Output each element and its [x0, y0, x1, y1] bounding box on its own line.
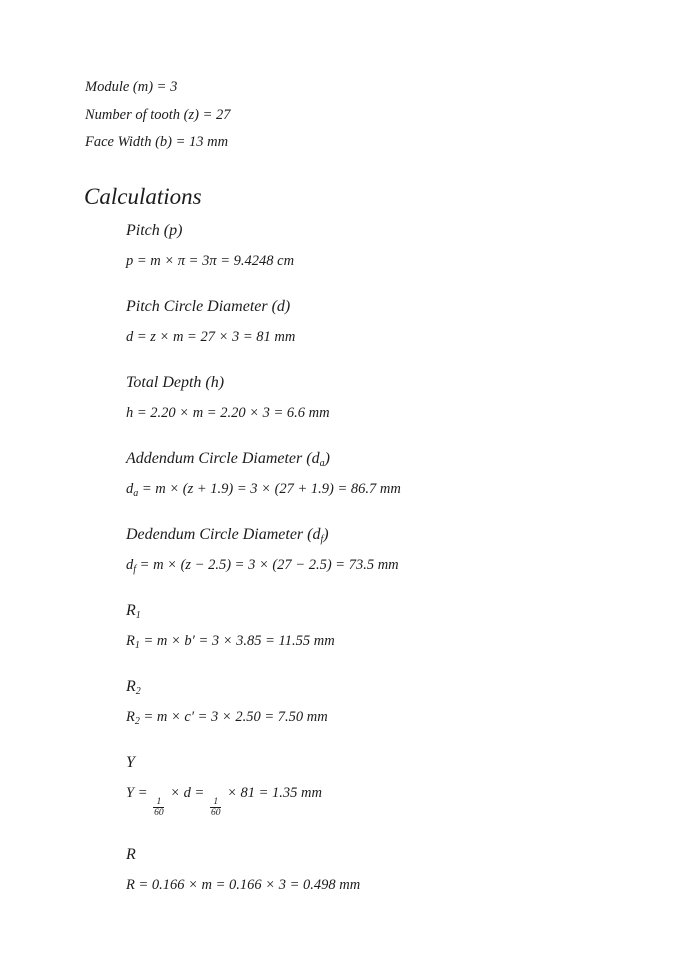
calculation-section [126, 373, 678, 423]
section-formula: $R_1 = m \times b' = 3 \times 3.85 = 11.55$ mm [126, 632, 335, 651]
calculation-sections [126, 221, 678, 896]
fraction-numerator: 1 [210, 797, 221, 809]
subscript: a [319, 457, 325, 469]
calculation-section [126, 297, 678, 347]
section-formula: $R_2 = m \times c' = 3 \times 2.50 = 7.50$ mm [126, 708, 328, 727]
section-title: Pitch Circle Diameter (d) [126, 297, 291, 315]
section-formula: R = 0.166 × m = 0.166 × 3 = 0.498 mm [126, 877, 361, 894]
subscript: 1 [134, 639, 140, 651]
section-formula: h = 2.20 × m = 2.20 × 3 = 6.6 mm [126, 404, 330, 421]
section-title: R [126, 846, 136, 864]
fraction-denominator: 60 [210, 808, 221, 819]
given-parameter-line: Face Width (b) = 13 mm [85, 134, 229, 150]
section-title: Total Depth (h) [126, 373, 225, 391]
fraction-denominator: 60 [154, 808, 164, 819]
fraction-numerator: 1 [153, 797, 164, 809]
fraction [210, 797, 222, 820]
fraction [153, 797, 165, 820]
section-title: $R_1$ [126, 601, 141, 621]
section-title: Dedendum Circle Diameter $(d_f)$ [126, 525, 329, 545]
subscript: f [320, 533, 324, 545]
section-formula: $d_a = m \times (z + 1.9) = 3 \times (27 + 1.9) = 86.7$ mm [126, 480, 401, 499]
calculation-section [126, 449, 678, 499]
calculation-section [126, 677, 678, 727]
subscript: f [133, 563, 137, 575]
given-parameters [85, 0, 678, 157]
subscript: a [133, 487, 139, 499]
section-title: Pitch (p) [126, 221, 183, 239]
subscript: 2 [134, 715, 140, 727]
calculation-section [126, 753, 678, 820]
section-title: Addendum Circle Diameter $(d_a)$ [126, 449, 330, 469]
section-formula: Y = $\frac{1}{60}$ × d = $\frac{1}{60}$ × 81 = 1.35 mm [126, 784, 322, 819]
calculation-section [126, 601, 678, 651]
given-parameter-line: Number of tooth (z) = 27 [85, 106, 231, 123]
section-title: Y [126, 753, 135, 771]
given-parameter-line: Module (m) = 3 [85, 79, 178, 95]
calculation-section [126, 525, 678, 575]
section-title: $R_2$ [126, 677, 141, 697]
subscript: 1 [135, 609, 141, 621]
calculation-section [126, 845, 678, 895]
section-formula: $d_f = m \times (z - 2.5) = 3 \times (27 - 2.5) = 73.5$ mm [126, 556, 399, 575]
calculation-section [126, 221, 678, 271]
section-formula: p = m × π = 3π = 9.4248 cm [126, 252, 295, 269]
calculations-heading: Calculations [84, 183, 202, 209]
subscript: 2 [135, 685, 141, 697]
section-formula: d = z × m = 27 × 3 = 81 mm [126, 328, 296, 345]
